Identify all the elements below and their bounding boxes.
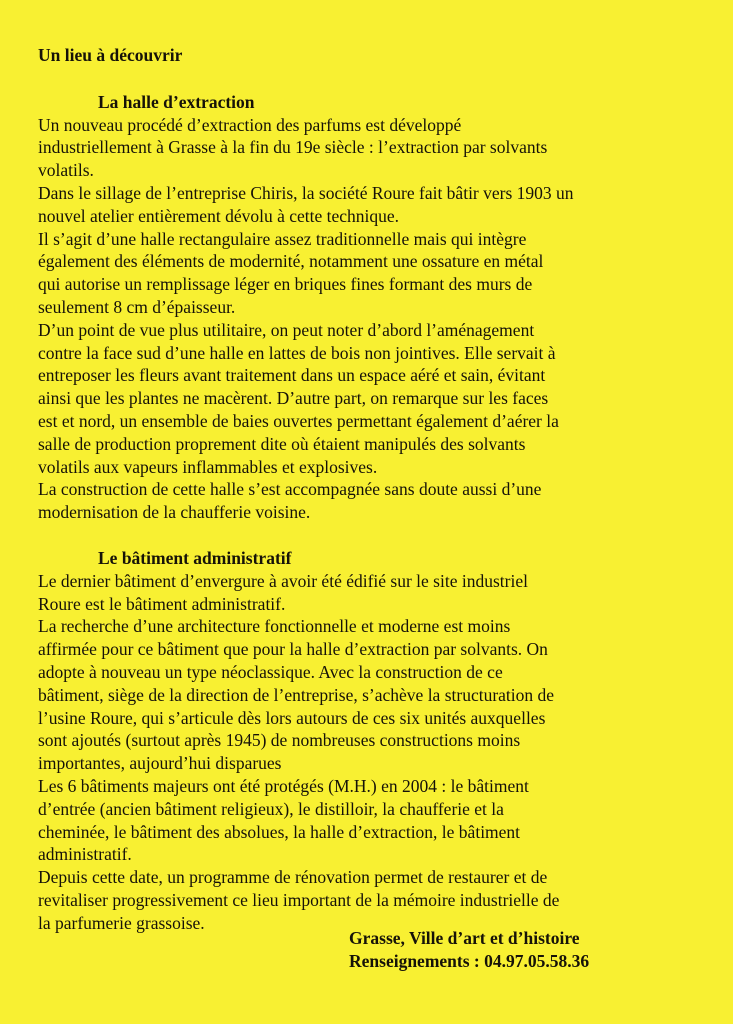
signature-line-city: Grasse, Ville d’art et d’histoire bbox=[349, 928, 580, 948]
section-heading: Le bâtiment administratif bbox=[98, 547, 292, 568]
document-body bbox=[38, 44, 628, 934]
section-spacer bbox=[38, 524, 628, 547]
paragraph: Depuis cette date, un programme de rénovation permet de restaurer et de revitaliser progressivement ce lieu important de la mémoire industrielle de la parfumerie grassoise. bbox=[38, 867, 560, 933]
paragraph: La construction de cette halle s’est accompagnée sans doute aussi d’une modernisation de la chaufferie voisine. bbox=[38, 479, 542, 523]
paragraph: La recherche d’une architecture fonctionnelle et moderne est moins affirmée pour ce bâtiment que pour la halle d’extraction par solvants. On adopte à nouveau un type néoclassique. Avec la construction de ce bâtiment, siège de la direction de l’entreprise, s’achève la structuration de l’usine Roure, qui s’articule dès lors autours de ces six unités auxquelles sont ajoutés (surtout après 1945) de nombreuses constructions moins importantes, aujourd’hui disparues bbox=[38, 616, 555, 774]
signature-block bbox=[349, 927, 589, 973]
section-heading: La halle d’extraction bbox=[98, 91, 255, 112]
paragraph: Le dernier bâtiment d’envergure à avoir été édifié sur le site industriel Roure est le bâtiment administratif. bbox=[38, 570, 528, 614]
paragraph: Les 6 bâtiments majeurs ont été protégés (M.H.) en 2004 : le bâtiment d’entrée (ancien bâtiment religieux), le distilloir, la chaufferie et la cheminée, le bâtiment des absolues, la halle d’extraction, le bâtiment administratif. bbox=[38, 775, 529, 865]
section-halle-extraction bbox=[38, 91, 628, 524]
paragraph: Il s’agit d’une halle rectangulaire assez traditionnelle mais qui intègre également des éléments de modernité, notamment une ossature en métal qui autorise un remplissage léger en briques fines formant des murs de seulement 8 cm d’épaisseur. bbox=[38, 228, 544, 317]
signature-line-contact: Renseignements : 04.97.05.58.36 bbox=[349, 950, 590, 971]
paragraph: D’un point de vue plus utilitaire, on peut noter d’abord l’aménagement contre la face sud d’une halle en lattes de bois non jointives. Elle servait à entreposer les fleurs avant traitement dans un espace aéré et sain, évitant ainsi que les plantes ne macèrent. D’autre part, on remarque sur les faces est et nord, un ensemble de baies ouvertes permettant également d’aérer la salle de production proprement dite où étaient manipulés des solvants volatils aux vapeurs inflammables et explosives. bbox=[38, 319, 559, 477]
paragraph: Un nouveau procédé d’extraction des parfums est développé industriellement à Grasse à la fin du 19e siècle : l’extraction par solvants volatils. bbox=[38, 114, 548, 181]
section-batiment-administratif bbox=[38, 547, 628, 935]
paragraph: Dans le sillage de l’entreprise Chiris, la société Roure fait bâtir vers 1903 un nouvel atelier entièrement dévolu à cette technique. bbox=[38, 182, 574, 226]
document-title: Un lieu à découvrir bbox=[38, 45, 183, 65]
